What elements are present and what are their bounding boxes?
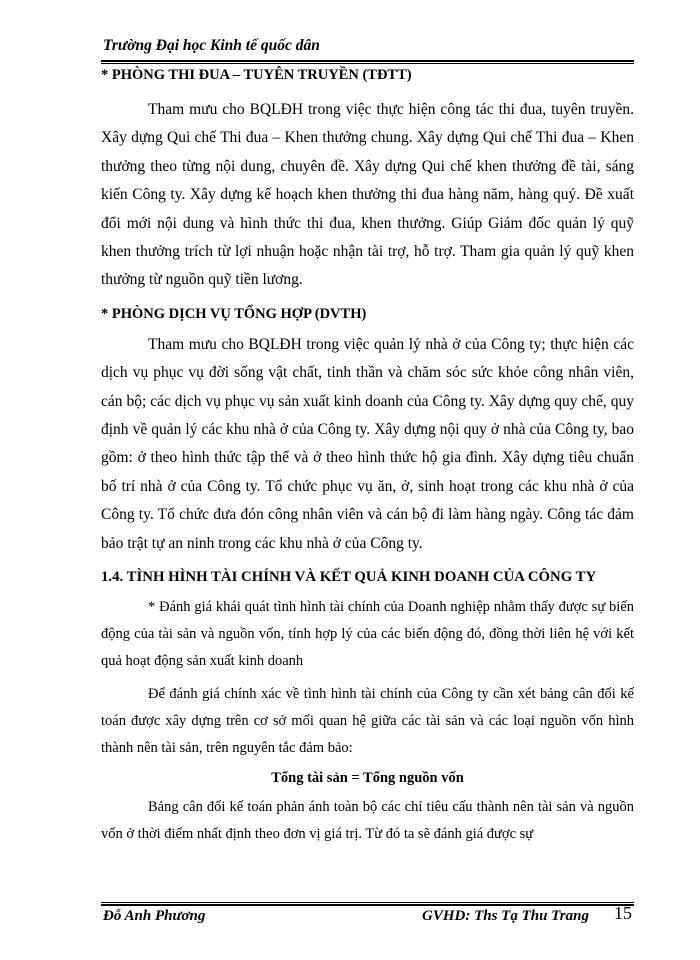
header-title: Trường Đại học Kinh tế quốc dân <box>103 37 320 54</box>
header-rule <box>101 60 634 62</box>
accounting-formula: Tổng tài sản = Tổng nguồn vốn <box>271 770 464 787</box>
section-heading-finance: 1.4. TÌNH HÌNH TÀI CHÍNH VÀ KẾT QUẢ KINH DOANH CỦA CÔNG TY <box>101 569 597 586</box>
footer-advisor: GVHD: Ths Tạ Thu Trang <box>422 908 589 924</box>
section-heading-dvth: * PHÒNG DỊCH VỤ TỔNG HỢP (DVTH) <box>101 305 367 322</box>
document-body <box>101 64 634 848</box>
footer-rule-thin <box>101 902 634 903</box>
footer-author: Đỗ Anh Phương <box>103 908 206 924</box>
paragraph-dvth: Tham mưu cho BQLĐH trong việc quản lý nhà ở của Công ty; thực hiện các dịch vụ phục vụ đời sống vật chất, tinh thần và chăm sóc sức khỏe công nhân viên, cán bộ; các dịch vụ phục vụ sản xuất kinh doanh của Công ty. Xây dựng quy chế, quy định về quản lý các khu nhà ở của Công ty. Xây dựng nội quy ở nhà của Công ty, bao gồm: ở theo hình thức tập thể và ở theo hình thức hộ gia đình. Xây dựng tiêu chuẩn bố trí nhà ở của Công ty. Tổ chức phục vụ ăn, ở, sinh hoạt trong các khu nhà ở của Công ty. Tổ chức đưa đón công nhân viên và cán bộ đi làm hàng ngày. Công tác đảm bảo trật tự an ninh trong các khu nhà ở của Công ty. <box>101 335 634 552</box>
section-heading-tdtt: * PHÒNG THI ĐUA – TUYÊN TRUYỀN (TĐTT) <box>101 67 412 83</box>
footer-rule <box>101 904 634 906</box>
paragraph-balance-sheet-intro: Để đánh giá chính xác về tình hình tài chính của Công ty cần xét bảng cân đối kế toán được xây dựng trên cơ sở mối quan hệ giữa các tài sản và các loại nguồn vốn hình thành nên tài sản, trên nguyên tắc đảm bảo: <box>101 686 634 757</box>
paragraph-tdtt: Tham mưu cho BQLĐH trong việc thực hiện công tác thi đua, tuyên truyền. Xây dựng Qui chế Thi đua – Khen thưởng chung. Xây dựng Qui chế Thi đua – Khen thưởng theo từng nội dung, chuyên đề. Xây dựng Qui chế khen thưởng đề tài, sáng kiến Công ty. Xây dựng kế hoạch khen thưởng thi đua hàng năm, hàng quý. Đề xuất đổi mới nội dung và hình thức thi đua, khen thưởng. Giúp Giám đốc quản lý quỹ khen thưởng trích từ lợi nhuận hoặc nhận tài trợ, hỗ trợ. Tham gia quản lý quỹ khen thưởng từ nguồn quỹ tiền lương. <box>101 101 634 289</box>
page-number: 15 <box>614 903 632 923</box>
paragraph-finance-overview: * Đánh giá khái quát tình hình tài chính của Doanh nghiệp nhằm thấy được sự biến động của tài sản và nguồn vốn, tính hợp lý của các biến động đó, đồng thời liên hệ với kết quả hoạt động sản xuất kinh doanh <box>101 599 634 670</box>
paragraph-balance-sheet-reflects: Bảng cân đối kế toán phản ánh toàn bộ các chỉ tiêu cấu thành nên tài sản và nguồn vốn ở thời điểm nhất định theo đơn vị giá trị. Từ đó ta sẽ đánh giá được sự <box>101 799 634 843</box>
